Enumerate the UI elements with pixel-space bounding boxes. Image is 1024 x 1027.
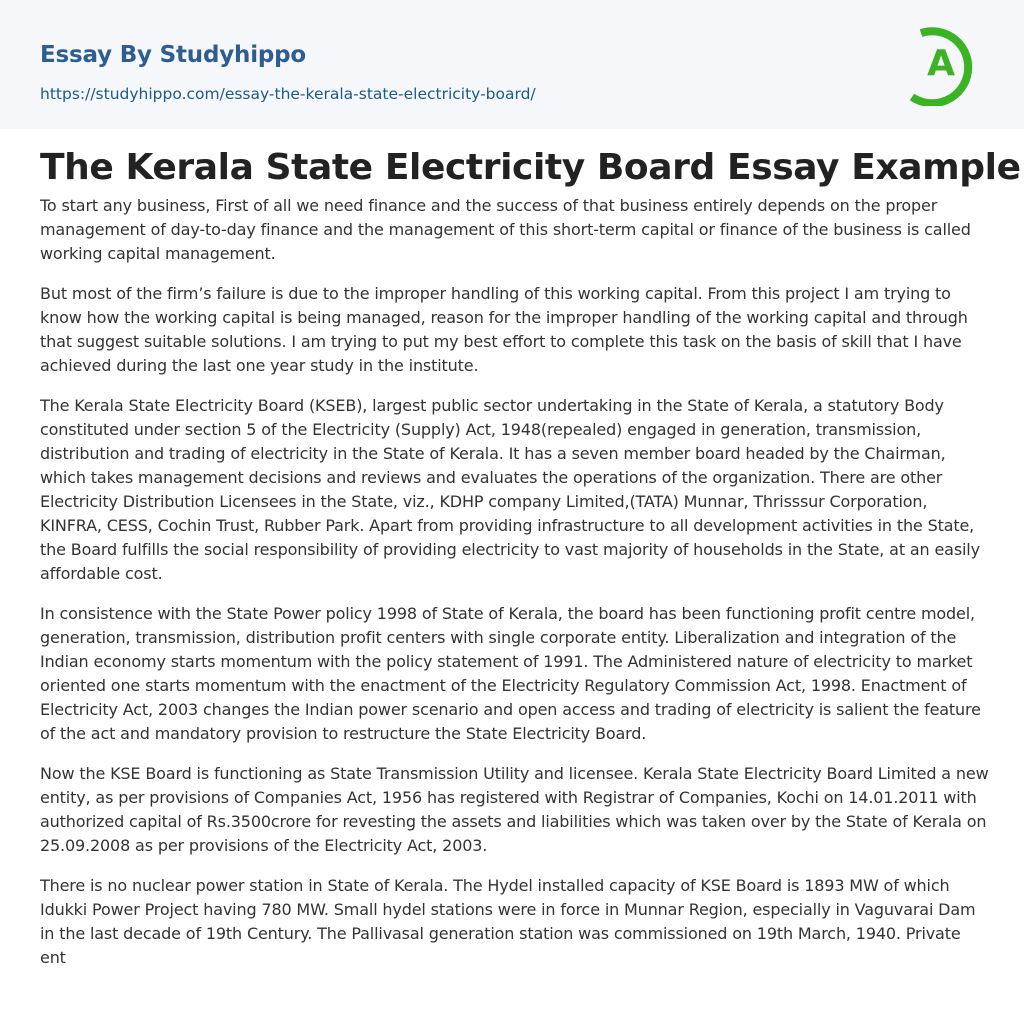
source-url-link[interactable]: https://studyhippo.com/essay-the-kerala-state-electricity-board/ — [40, 85, 536, 103]
page-title: The Kerala State Electricity Board Essay Example — [40, 147, 1021, 188]
paragraph: There is no nuclear power station in State of Kerala. The Hydel installed capacity of KSE Board is 1893 MW of which Idukki Power Project having 780 MW. Small hydel stations were in force in Munnar Region, especially in Vaguvarai Dam in the last decade of 19th Century. The Pallivasal generation station was commissioned on 19th March, 1940. Private ent — [40, 876, 976, 967]
paragraph: In consistence with the State Power policy 1998 of State of Kerala, the board has been functioning profit centre model, generation, transmission, distribution profit centers with single corporate entity. Liberalization and integration of the Indian economy starts momentum with the policy statement of 1991. The Administered nature of electricity to market oriented one starts momentum with the enactment of the Electricity Regulatory Commission Act, 1998. Enactment of Electricity Act, 2003 changes the Indian power scenario and open access and trading of electricity is salient the feature of the act and mandatory provision to restructure the State Electricity Board. — [40, 604, 981, 743]
paragraph: To start any business, First of all we need finance and the success of that business entirely depends on the proper management of day-to-day finance and the management of this short-term capital or finance of the business is called working capital management. — [40, 196, 971, 263]
paragraph: The Kerala State Electricity Board (KSEB), largest public sector undertaking in the State of Kerala, a statutory Body constituted under section 5 of the Electricity (Supply) Act, 1948(repealed) engaged in generation, transmission, distribution and trading of electricity in the State of Kerala. It has a seven member board headed by the Chairman, which takes management decisions and reviews and evaluates the operations of the organization. There are other Electricity Distribution Licensees in the State, viz., KDHP company Limited,(TATA) Munnar, Thrisssur Corporation, KINFRA, CESS, Cochin Trust, Rubber Park. Apart from providing infrastructure to all development activities in the State, the Board fulfills the social responsibility of providing electricity to vast majority of households in the State, at an easily affordable cost. — [40, 396, 980, 583]
paragraph: Now the KSE Board is functioning as State Transmission Utility and licensee. Kerala State Electricity Board Limited a new entity, as per provisions of Companies Act, 1956 has registered with Registrar of Companies, Kochi on 14.01.2011 with authorized capital of Rs.3500crore for revesting the assets and liabilities which was taken over by the State of Kerala on 25.09.2008 as per provisions of the Electricity Act, 2003. — [40, 764, 989, 855]
site-brand[interactable]: Essay By Studyhippo — [40, 42, 307, 68]
paragraph: But most of the firm’s failure is due to the improper handling of this working capital. From this project I am trying to know how the working capital is being managed, reason for the improper handling of the working capital and through that suggest suitable solutions. I am trying to put my best effort to complete this task on the basis of skill that I have achieved during the last one year study in the institute. — [40, 284, 968, 375]
article-body — [40, 194, 990, 986]
logo-letter: A — [927, 43, 955, 84]
